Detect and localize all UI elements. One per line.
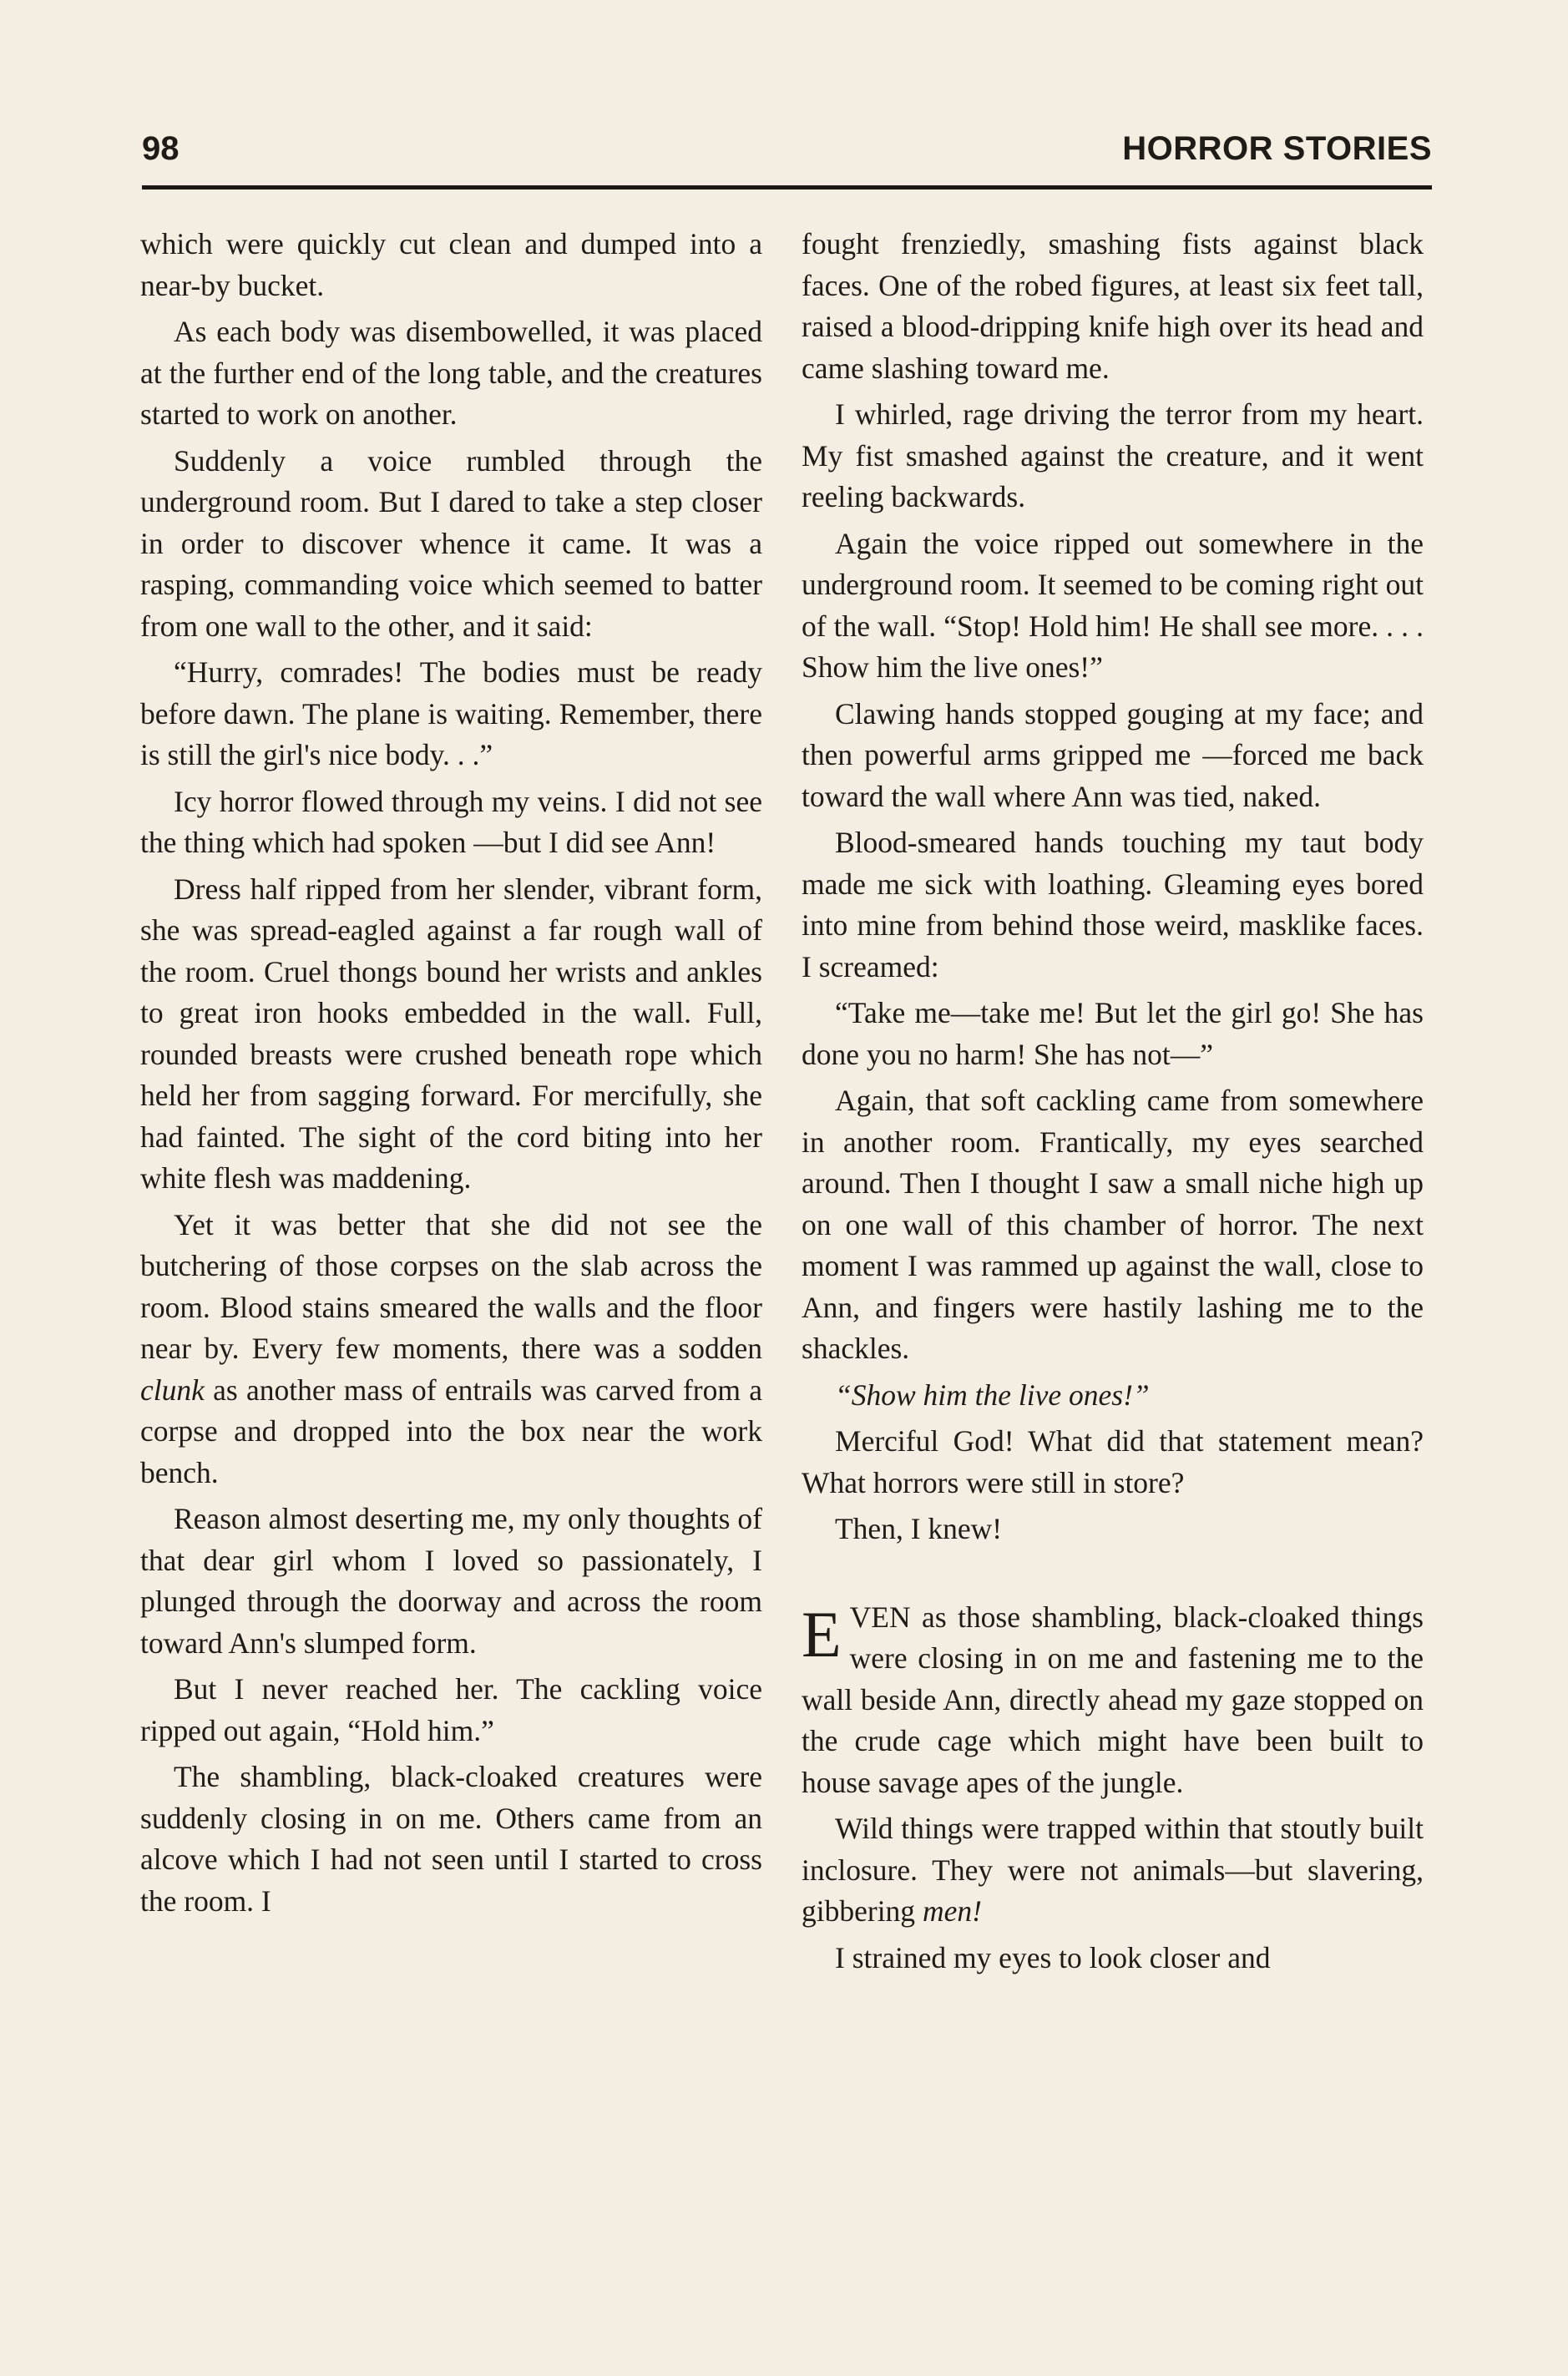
paragraph: “Hurry, comrades! The bodies must be ready before dawn. The plane is waiting. Remember, there is still the girl's nice body. . .” <box>140 655 762 771</box>
right-column <box>802 224 1424 1984</box>
left-column <box>140 224 762 1927</box>
paragraph: Merciful God! What did that statement mean? What horrors were still in store? <box>802 1424 1424 1499</box>
paragraph: The shambling, black-cloaked creatures were suddenly closing in on me. Others came from an alcove which I had not seen until I started to cross the room. I <box>140 1760 762 1918</box>
paragraph: I whirled, rage driving the terror from my heart. My fist smashed against the creature, and it went reeling backwards. <box>802 397 1424 513</box>
paragraph-text: VEN as those shambling, black-cloaked things were closing in on me and fastening me to the wall beside Ann, directly ahead my gaze stopped on the crude cage which might have been built to house savage apes of the jungle. <box>802 1600 1424 1799</box>
paragraph: Suddenly a voice rumbled through the underground room. But I dared to take a step closer in order to discover whence it came. It was a rasping, commanding voice which seemed to batter from one wall to the other, and it said: <box>140 443 762 643</box>
paragraph: “Take me—take me! But let the girl go! She has done you no harm! She has not—” <box>802 996 1424 1071</box>
paragraph: “Show him the live ones!” <box>835 1378 1150 1412</box>
section-break <box>802 1555 1424 1597</box>
italic-word: clunk <box>140 1373 205 1407</box>
paragraph <box>140 1205 762 1494</box>
paragraph <box>802 1597 1424 1804</box>
paragraph: Again the voice ripped out somewhere in the underground room. It seemed to be coming right out of the wall. “Stop! Hold him! He shall see more. . . . Show him the live ones!” <box>802 526 1424 684</box>
paragraph: Clawing hands stopped gouging at my face; and then powerful arms gripped me —forced me back toward the wall where Ann was tied, naked. <box>802 696 1424 813</box>
paragraph: Icy horror flowed through my veins. I did not see the thing which had spoken —but I did see Ann! <box>140 784 762 859</box>
paragraph: fought frenziedly, smashing fists against black faces. One of the robed figures, at least six feet tall, raised a blood-dripping knife high over its head and came slashing toward me. <box>802 227 1424 385</box>
paragraph-text: as another mass of entrails was carved from a corpse and dropped into the box near the work bench. <box>140 1373 762 1489</box>
paragraph: As each body was disembowelled, it was placed at the further end of the long table, and the creatures started to work on another. <box>140 315 762 431</box>
running-head: HORROR STORIES <box>1122 130 1432 167</box>
paragraph <box>802 1808 1424 1933</box>
paragraph: which were quickly cut clean and dumped into a near-by bucket. <box>140 227 762 302</box>
paragraph: Then, I knew! <box>835 1512 1003 1545</box>
paragraph: Dress half ripped from her slender, vibrant form, she was spread-eagled against a far rough wall of the room. Cruel thongs bound her wrists and ankles to great iron hooks embedded in the wall. Full, rounded breasts were crushed beneath rope which held her from sagging forward. For mercifully, she had fainted. The sight of the cord biting into her white flesh was maddening. <box>140 872 762 1195</box>
drop-cap: E <box>802 1597 842 1671</box>
italic-word: men! <box>922 1894 982 1928</box>
paragraph: Blood-smeared hands touching my taut body made me sick with loathing. Gleaming eyes bored into mine from behind those weird, masklike faces. I screamed: <box>802 826 1424 983</box>
paragraph: Again, that soft cackling came from somewhere in another room. Frantically, my eyes searched around. Then I thought I saw a small niche high up on one wall of this chamber of horror. The next moment I was rammed up against the wall, close to Ann, and fingers were hastily lashing me to the shackles. <box>802 1084 1424 1365</box>
page-header <box>142 125 1432 190</box>
paragraph: But I never reached her. The cackling voice ripped out again, “Hold him.” <box>140 1672 762 1747</box>
page-number: 98 <box>142 130 180 167</box>
paragraph: I strained my eyes to look closer and <box>835 1940 1271 1974</box>
paragraph-text: Wild things were trapped within that stoutly built inclosure. They were not animals—but slavering, gibbering <box>802 1812 1424 1928</box>
paragraph: Reason almost deserting me, my only thoughts of that dear girl whom I loved so passionately, I plunged through the doorway and across the room toward Ann's slumped form. <box>140 1502 762 1660</box>
paragraph-text: Yet it was better that she did not see the butchering of those corpses on the slab across the room. Blood stains smeared the walls and the floor near by. Every few moments, there was a sodden <box>140 1207 762 1365</box>
